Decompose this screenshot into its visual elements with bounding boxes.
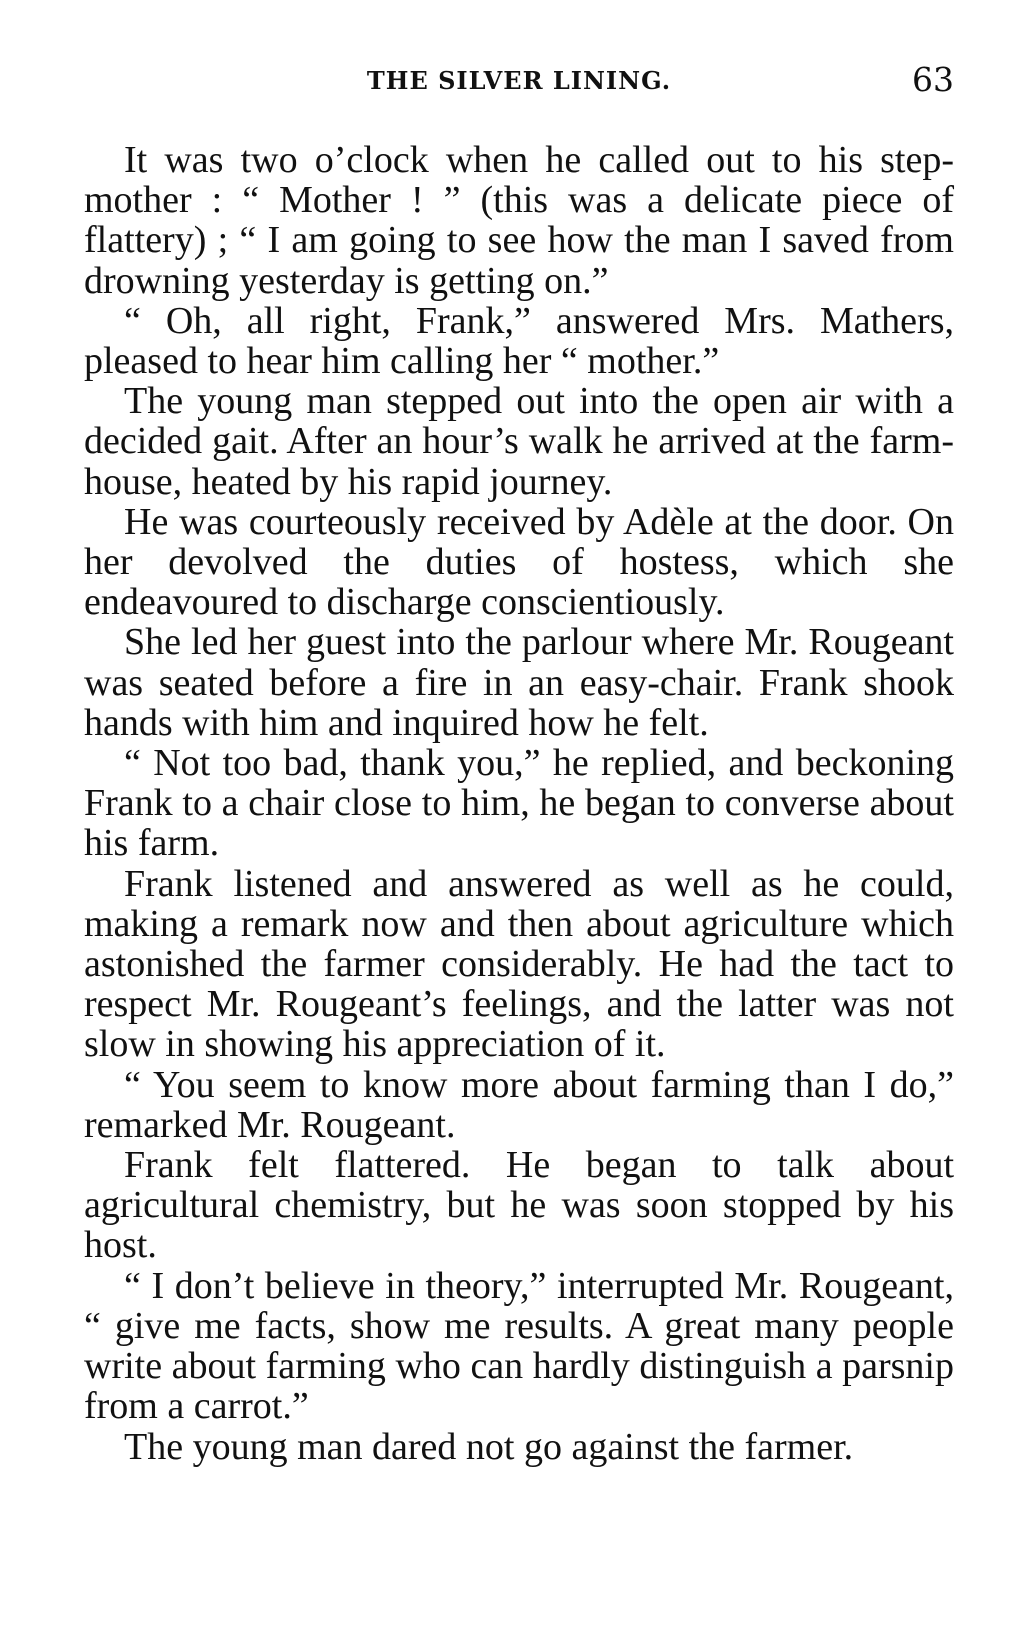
paragraph: “ You seem to know more about farming than I do,” remarked Mr. Rougeant. (84, 1063, 954, 1146)
paragraph: The young man dared not go against the farmer. (124, 1425, 854, 1468)
running-head (84, 60, 954, 104)
page-number: 63 (912, 60, 954, 99)
paragraph: Frank listened and answered as well as he could, making a remark now and then about agriculture which astonished the farmer considerably. He had the tact to respect Mr. Rougeant’s feelings, and the latter was not slow in showing his appreciation of it. (84, 862, 954, 1066)
paragraph: “ Oh, all right, Frank,” answered Mrs. Mathers, pleased to hear him calling her “ mother.” (84, 299, 954, 383)
paragraph: Frank felt flattered. He began to talk about agricultural chemistry, but he was soon stopped by his host. (84, 1144, 954, 1267)
paragraph: “ Not too bad, thank you,” he replied, and beckoning Frank to a chair close to him, he began to converse about his farm. (84, 742, 954, 865)
paragraph: She led her guest into the parlour where Mr. Rougeant was seated before a fire in an easy-chair. Frank shook hands with him and inquired how he felt. (84, 621, 954, 744)
paragraph: He was courteously received by Adèle at the door. On her devolved the duties of hostess, which she endeavoured to discharge conscientiously. (84, 500, 954, 624)
paragraph: “ I don’t believe in theory,” interrupted Mr. Rougeant, “ give me facts, show me results. A great many people write about farming who can hardly distinguish a parsnip from a carrot.” (84, 1264, 954, 1428)
paragraph: The young man stepped out into the open air with a decided gait. After an hour’s walk he arrived at the farm-house, heated by his rapid journey. (84, 380, 954, 503)
running-title: THE SILVER LINING. (366, 66, 672, 95)
body-text (84, 140, 954, 1467)
paragraph: It was two o’clock when he called out to his step-mother : “ Mother ! ” (this was a delicate piece of flattery) ; “ I am going to see how the man I saved from drowning yesterday is getting on.” (84, 139, 954, 302)
